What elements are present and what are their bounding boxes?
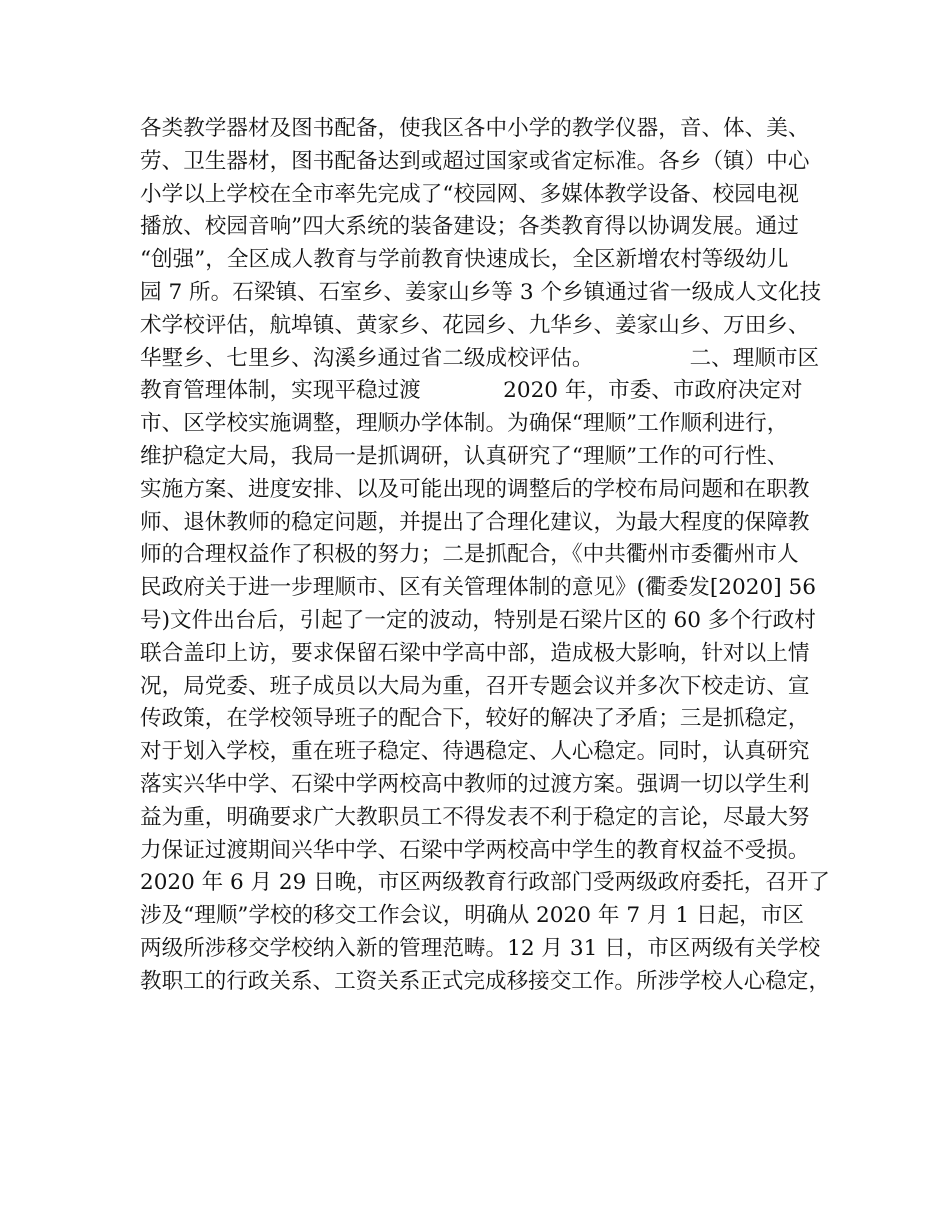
text-line: 实施方案、进度安排、以及可能出现的调整后的学校布局问题和在职教 [140,476,810,502]
text-line: 维护稳定大局，我局一是抓调研，认真研究了“理顺”工作的可行性、 [140,443,789,469]
text-line: 益为重，明确要求广大教职员工不得发表不利于稳定的言论，尽最大努 [140,804,810,830]
text-line: 术学校评估，航埠镇、黄家乡、花园乡、九华乡、姜家山乡、万田乡、 [140,312,810,338]
text-line: 涉及“理顺”学校的移交工作会议，明确从 2020 年 7 月 1 日起，市区 [140,903,804,929]
text-line: 落实兴华中学、石梁中学两校高中教师的过渡方案。强调一切以学生利 [140,771,810,797]
text-line: 联合盖印上访，要求保留石梁中学高中部，造成极大影响，针对以上情 [140,640,810,666]
text-line: “创强”，全区成人教育与学前教育快速成长，全区新增农村等级幼儿 [140,247,789,273]
text-line: 况，局党委、班子成员以大局为重，召开专题会议并多次下校走访、宣 [140,673,810,699]
text-line: 教职工的行政关系、工资关系正式完成移接交工作。所涉学校人心稳定， [140,968,831,994]
text-line: 传政策，在学校领导班子的配合下，较好的解决了矛盾；三是抓稳定， [140,706,810,732]
text-line: 市、区学校实施调整，理顺办学体制。为确保“理顺”工作顺利进行， [140,411,789,437]
text-line: 对于划入学校，重在班子稳定、待遇稳定、人心稳定。同时，认真研究 [140,739,810,765]
text-line: 播放、校园音响”四大系统的装备建设；各类教育得以协调发展。通过 [140,214,799,240]
text-line: 园 7 所。石梁镇、石室乡、姜家山乡等 3 个乡镇通过省一级成人文化技 [140,279,822,305]
text-line: 师的合理权益作了积极的努力；二是抓配合，《中共衢州市委衢州市人 [140,542,799,568]
text-line: 小学以上学校在全市率先完成了“校园网、多媒体教学设备、校园电视 [140,181,799,207]
text-line: 教育管理体制，实现平稳过渡 2020 年，市委、市政府决定对 [140,378,803,404]
text-line: 号)文件出台后，引起了一定的波动，特别是石梁片区的 60 多个行政村 [140,607,816,633]
text-line: 各类教学器材及图书配备，使我区各中小学的教学仪器，音、体、美、 [140,116,810,141]
text-line: 劳、卫生器材，图书配备达到或超过国家或省定标准。各乡（镇）中心 [140,148,810,174]
text-line: 民政府关于进一步理顺市、区有关管理体制的意见》(衢委发[2020] 56 [140,575,817,601]
body-text [140,113,830,999]
text-line: 力保证过渡期间兴华中学、石梁中学两校高中学生的教育权益不受损。 [140,837,810,863]
text-line: 两级所涉移交学校纳入新的管理范畴。12 月 31 日，市区两级有关学校 [140,935,821,961]
text-line: 2020 年 6 月 29 日晚，市区两级教育行政部门受两级政府委托，召开了 [140,870,830,896]
text-line: 华墅乡、七里乡、沟溪乡通过省二级成校评估。 二、理顺市区 [140,345,820,371]
text-line: 师、退休教师的稳定问题，并提出了合理化建议，为最大程度的保障教 [140,509,810,535]
